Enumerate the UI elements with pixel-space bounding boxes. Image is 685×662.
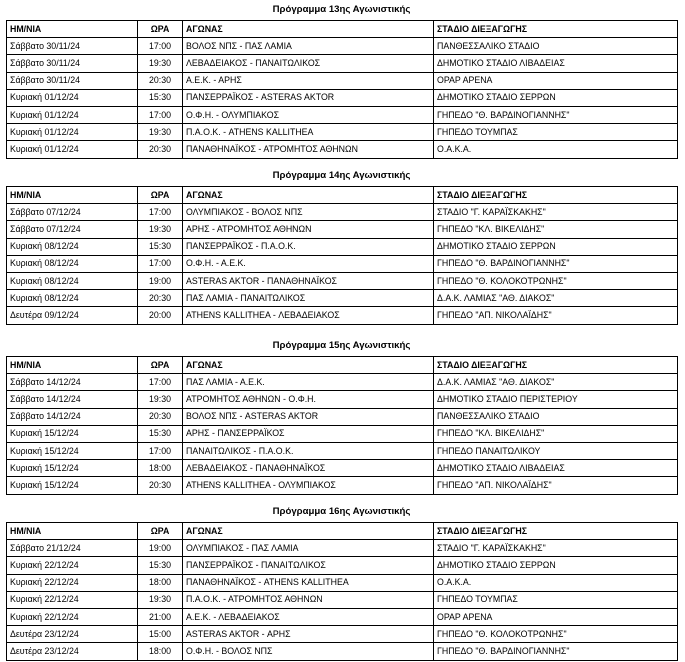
- header-row: [7, 523, 678, 540]
- time-cell: 18:00: [138, 643, 183, 660]
- header-row: [7, 357, 678, 374]
- round-title: Πρόγραμμα 14ης Αγωνιστικής: [272, 170, 411, 181]
- date-cell: Κυριακή 01/12/24: [7, 141, 138, 158]
- table-row: [7, 72, 678, 89]
- match-cell: ATHENS KALLITHEA - ΛΕΒΑΔΕΙΑΚΟΣ: [183, 307, 434, 324]
- date-cell: Κυριακή 15/12/24: [7, 425, 138, 442]
- table-row: [7, 574, 678, 591]
- time-cell: 17:00: [138, 38, 183, 55]
- match-cell: ΠΑΝΣΕΡΡΑΪΚΟΣ - Π.Α.Ο.Κ.: [183, 238, 434, 255]
- date-cell: Σάββατο 30/11/24: [7, 38, 138, 55]
- schedule-table: [6, 20, 678, 159]
- time-cell: 17:00: [138, 204, 183, 221]
- header-time: ΩΡΑ: [138, 21, 183, 38]
- match-cell: Ο.Φ.Η. - Α.Ε.Κ.: [183, 255, 434, 272]
- time-cell: 15:30: [138, 557, 183, 574]
- header-time: ΩΡΑ: [138, 187, 183, 204]
- round-section: [6, 3, 677, 159]
- match-cell: Ο.Φ.Η. - ΒΟΛΟΣ ΝΠΣ: [183, 643, 434, 660]
- match-cell: Π.Α.Ο.Κ. - ΑΤΡΟΜΗΤΟΣ ΑΘΗΝΩΝ: [183, 591, 434, 608]
- table-row: [7, 442, 678, 459]
- stadium-cell: ΠΑΝΘΕΣΣΑΛΙΚΟ ΣΤΑΔΙΟ: [434, 408, 678, 425]
- time-cell: 19:30: [138, 591, 183, 608]
- date-cell: Σάββατο 14/12/24: [7, 374, 138, 391]
- stadium-cell: ΓΗΠΕΔΟ ΤΟΥΜΠΑΣ: [434, 124, 678, 141]
- date-cell: Κυριακή 08/12/24: [7, 290, 138, 307]
- stadium-cell: Δ.Α.Κ. ΛΑΜΙΑΣ "ΑΘ. ΔΙΑΚΟΣ": [434, 290, 678, 307]
- match-cell: ASTERAS AKTOR - ΑΡΗΣ: [183, 626, 434, 643]
- table-row: [7, 477, 678, 494]
- date-cell: Σάββατο 30/11/24: [7, 55, 138, 72]
- table-row: [7, 38, 678, 55]
- table-row: [7, 307, 678, 324]
- date-cell: Κυριακή 08/12/24: [7, 238, 138, 255]
- date-cell: Κυριακή 15/12/24: [7, 460, 138, 477]
- table-row: [7, 374, 678, 391]
- table-row: [7, 460, 678, 477]
- match-cell: ΠΑΣ ΛΑΜΙΑ - ΠΑΝΑΙΤΩΛΙΚΟΣ: [183, 290, 434, 307]
- match-cell: ATHENS KALLITHEA - ΟΛΥΜΠΙΑΚΟΣ: [183, 477, 434, 494]
- table-row: [7, 391, 678, 408]
- header-stadium: ΣΤΑΔΙΟ ΔΙΕΞΑΓΩΓΗΣ: [434, 187, 678, 204]
- schedule-table: [6, 186, 678, 325]
- match-cell: Ο.Φ.Η. - ΟΛΥΜΠΙΑΚΟΣ: [183, 106, 434, 123]
- match-cell: ΒΟΛΟΣ ΝΠΣ - ASTERAS AKTOR: [183, 408, 434, 425]
- time-cell: 15:30: [138, 425, 183, 442]
- time-cell: 19:30: [138, 124, 183, 141]
- header-stadium: ΣΤΑΔΙΟ ΔΙΕΞΑΓΩΓΗΣ: [434, 523, 678, 540]
- stadium-cell: ΣΤΑΔΙΟ "Γ. ΚΑΡΑΪΣΚΑΚΗΣ": [434, 204, 678, 221]
- round-title: Πρόγραμμα 16ης Αγωνιστικής: [272, 506, 411, 517]
- time-cell: 19:00: [138, 272, 183, 289]
- match-cell: ΠΑΝΑΘΗΝΑΪΚΟΣ - ΑΤΡΟΜΗΤΟΣ ΑΘΗΝΩΝ: [183, 141, 434, 158]
- stadium-cell: ΓΗΠΕΔΟ "Θ. ΒΑΡΔΙΝΟΓΙΑΝΝΗΣ": [434, 643, 678, 660]
- time-cell: 15:00: [138, 626, 183, 643]
- match-cell: ΑΤΡΟΜΗΤΟΣ ΑΘΗΝΩΝ - Ο.Φ.Η.: [183, 391, 434, 408]
- stadium-cell: ΓΗΠΕΔΟ "ΚΛ. ΒΙΚΕΛΙΔΗΣ": [434, 221, 678, 238]
- table-row: [7, 608, 678, 625]
- table-row: [7, 626, 678, 643]
- header-match: ΑΓΩΝΑΣ: [183, 523, 434, 540]
- time-cell: 19:30: [138, 391, 183, 408]
- round-section: [6, 169, 677, 325]
- time-cell: 19:30: [138, 55, 183, 72]
- header-date: ΗΜ/ΝΙΑ: [7, 523, 138, 540]
- match-cell: ΒΟΛΟΣ ΝΠΣ - ΠΑΣ ΛΑΜΙΑ: [183, 38, 434, 55]
- match-cell: ΟΛΥΜΠΙΑΚΟΣ - ΠΑΣ ΛΑΜΙΑ: [183, 540, 434, 557]
- stadium-cell: ΓΗΠΕΔΟ "Θ. ΚΟΛΟΚΟΤΡΩΝΗΣ": [434, 272, 678, 289]
- time-cell: 15:30: [138, 89, 183, 106]
- time-cell: 20:30: [138, 408, 183, 425]
- header-date: ΗΜ/ΝΙΑ: [7, 21, 138, 38]
- stadium-cell: ΓΗΠΕΔΟ "Θ. ΒΑΡΔΙΝΟΓΙΑΝΝΗΣ": [434, 255, 678, 272]
- date-cell: Κυριακή 22/12/24: [7, 574, 138, 591]
- table-row: [7, 141, 678, 158]
- match-cell: ΠΑΝΑΘΗΝΑΪΚΟΣ - ATHENS KALLITHEA: [183, 574, 434, 591]
- date-cell: Κυριακή 08/12/24: [7, 272, 138, 289]
- time-cell: 19:30: [138, 221, 183, 238]
- time-cell: 18:00: [138, 574, 183, 591]
- table-row: [7, 643, 678, 660]
- stadium-cell: ΔΗΜΟΤΙΚΟ ΣΤΑΔΙΟ ΛΙΒΑΔΕΙΑΣ: [434, 460, 678, 477]
- stadium-cell: ΔΗΜΟΤΙΚΟ ΣΤΑΔΙΟ ΣΕΡΡΩΝ: [434, 238, 678, 255]
- date-cell: Σάββατο 14/12/24: [7, 391, 138, 408]
- stadium-cell: ΔΗΜΟΤΙΚΟ ΣΤΑΔΙΟ ΛΙΒΑΔΕΙΑΣ: [434, 55, 678, 72]
- stadium-cell: ΓΗΠΕΔΟ "Θ. ΚΟΛΟΚΟΤΡΩΝΗΣ": [434, 626, 678, 643]
- match-cell: Α.Ε.Κ. - ΑΡΗΣ: [183, 72, 434, 89]
- match-cell: ΛΕΒΑΔΕΙΑΚΟΣ - ΠΑΝΑΙΤΩΛΙΚΟΣ: [183, 55, 434, 72]
- stadium-cell: ΣΤΑΔΙΟ "Γ. ΚΑΡΑΪΣΚΑΚΗΣ": [434, 540, 678, 557]
- table-row: [7, 204, 678, 221]
- time-cell: 21:00: [138, 608, 183, 625]
- match-cell: ΛΕΒΑΔΕΙΑΚΟΣ - ΠΑΝΑΘΗΝΑΪΚΟΣ: [183, 460, 434, 477]
- schedule-table: [6, 522, 678, 661]
- table-row: [7, 124, 678, 141]
- date-cell: Δευτέρα 23/12/24: [7, 626, 138, 643]
- stadium-cell: ΓΗΠΕΔΟ "ΑΠ. ΝΙΚΟΛΑΪΔΗΣ": [434, 307, 678, 324]
- date-cell: Κυριακή 01/12/24: [7, 124, 138, 141]
- table-row: [7, 591, 678, 608]
- round-title: Πρόγραμμα 13ης Αγωνιστικής: [272, 4, 411, 15]
- match-cell: ASTERAS AKTOR - ΠΑΝΑΘΗΝΑΪΚΟΣ: [183, 272, 434, 289]
- match-cell: Π.Α.Ο.Κ. - ATHENS KALLITHEA: [183, 124, 434, 141]
- table-row: [7, 540, 678, 557]
- stadium-cell: ΔΗΜΟΤΙΚΟ ΣΤΑΔΙΟ ΣΕΡΡΩΝ: [434, 557, 678, 574]
- time-cell: 20:00: [138, 307, 183, 324]
- date-cell: Κυριακή 01/12/24: [7, 89, 138, 106]
- match-cell: ΠΑΣ ΛΑΜΙΑ - Α.Ε.Κ.: [183, 374, 434, 391]
- header-row: [7, 187, 678, 204]
- stadium-cell: ΓΗΠΕΔΟ "ΚΛ. ΒΙΚΕΛΙΔΗΣ": [434, 425, 678, 442]
- table-row: [7, 238, 678, 255]
- header-match: ΑΓΩΝΑΣ: [183, 357, 434, 374]
- time-cell: 20:30: [138, 290, 183, 307]
- match-cell: ΟΛΥΜΠΙΑΚΟΣ - ΒΟΛΟΣ ΝΠΣ: [183, 204, 434, 221]
- date-cell: Κυριακή 15/12/24: [7, 442, 138, 459]
- table-row: [7, 55, 678, 72]
- stadium-cell: ΟΡΑΡ ΑΡΕΝΑ: [434, 608, 678, 625]
- round-section: [6, 505, 677, 661]
- table-row: [7, 221, 678, 238]
- header-match: ΑΓΩΝΑΣ: [183, 187, 434, 204]
- header-match: ΑΓΩΝΑΣ: [183, 21, 434, 38]
- date-cell: Δευτέρα 23/12/24: [7, 643, 138, 660]
- table-row: [7, 408, 678, 425]
- match-cell: ΑΡΗΣ - ΠΑΝΣΕΡΡΑΪΚΟΣ: [183, 425, 434, 442]
- stadium-cell: ΔΗΜΟΤΙΚΟ ΣΤΑΔΙΟ ΣΕΡΡΩΝ: [434, 89, 678, 106]
- schedule-table: [6, 356, 678, 495]
- stadium-cell: ΟΡΑΡ ΑΡΕΝΑ: [434, 72, 678, 89]
- match-cell: ΑΡΗΣ - ΑΤΡΟΜΗΤΟΣ ΑΘΗΝΩΝ: [183, 221, 434, 238]
- table-row: [7, 255, 678, 272]
- match-cell: ΠΑΝΣΕΡΡΑΪΚΟΣ - ASTERAS AKTOR: [183, 89, 434, 106]
- date-cell: Σάββατο 07/12/24: [7, 221, 138, 238]
- time-cell: 17:00: [138, 255, 183, 272]
- date-cell: Κυριακή 01/12/24: [7, 106, 138, 123]
- table-row: [7, 106, 678, 123]
- time-cell: 17:00: [138, 442, 183, 459]
- match-cell: Α.Ε.Κ. - ΛΕΒΑΔΕΙΑΚΟΣ: [183, 608, 434, 625]
- date-cell: Κυριακή 15/12/24: [7, 477, 138, 494]
- stadium-cell: ΓΗΠΕΔΟ "ΑΠ. ΝΙΚΟΛΑΪΔΗΣ": [434, 477, 678, 494]
- date-cell: Σάββατο 14/12/24: [7, 408, 138, 425]
- time-cell: 20:30: [138, 141, 183, 158]
- header-time: ΩΡΑ: [138, 523, 183, 540]
- table-row: [7, 557, 678, 574]
- stadium-cell: Δ.Α.Κ. ΛΑΜΙΑΣ "ΑΘ. ΔΙΑΚΟΣ": [434, 374, 678, 391]
- date-cell: Σάββατο 07/12/24: [7, 204, 138, 221]
- match-cell: ΠΑΝΑΙΤΩΛΙΚΟΣ - Π.Α.Ο.Κ.: [183, 442, 434, 459]
- header-date: ΗΜ/ΝΙΑ: [7, 187, 138, 204]
- header-date: ΗΜ/ΝΙΑ: [7, 357, 138, 374]
- stadium-cell: Ο.Α.Κ.Α.: [434, 141, 678, 158]
- date-cell: Κυριακή 08/12/24: [7, 255, 138, 272]
- date-cell: Σάββατο 30/11/24: [7, 72, 138, 89]
- table-row: [7, 89, 678, 106]
- stadium-cell: ΓΗΠΕΔΟ ΠΑΝΑΙΤΩΛΙΚΟΥ: [434, 442, 678, 459]
- date-cell: Κυριακή 22/12/24: [7, 591, 138, 608]
- date-cell: Κυριακή 22/12/24: [7, 557, 138, 574]
- header-stadium: ΣΤΑΔΙΟ ΔΙΕΞΑΓΩΓΗΣ: [434, 21, 678, 38]
- date-cell: Σάββατο 21/12/24: [7, 540, 138, 557]
- stadium-cell: ΔΗΜΟΤΙΚΟ ΣΤΑΔΙΟ ΠΕΡΙΣΤΕΡΙΟΥ: [434, 391, 678, 408]
- table-row: [7, 290, 678, 307]
- date-cell: Δευτέρα 09/12/24: [7, 307, 138, 324]
- match-cell: ΠΑΝΣΕΡΡΑΪΚΟΣ - ΠΑΝΑΙΤΩΛΙΚΟΣ: [183, 557, 434, 574]
- time-cell: 18:00: [138, 460, 183, 477]
- time-cell: 17:00: [138, 374, 183, 391]
- time-cell: 19:00: [138, 540, 183, 557]
- stadium-cell: Ο.Α.Κ.Α.: [434, 574, 678, 591]
- round-title: Πρόγραμμα 15ης Αγωνιστικής: [272, 340, 411, 351]
- table-row: [7, 272, 678, 289]
- stadium-cell: ΓΗΠΕΔΟ "Θ. ΒΑΡΔΙΝΟΓΙΑΝΝΗΣ": [434, 106, 678, 123]
- time-cell: 15:30: [138, 238, 183, 255]
- time-cell: 20:30: [138, 72, 183, 89]
- stadium-cell: ΓΗΠΕΔΟ ΤΟΥΜΠΑΣ: [434, 591, 678, 608]
- header-row: [7, 21, 678, 38]
- time-cell: 20:30: [138, 477, 183, 494]
- time-cell: 17:00: [138, 106, 183, 123]
- date-cell: Κυριακή 22/12/24: [7, 608, 138, 625]
- header-time: ΩΡΑ: [138, 357, 183, 374]
- header-stadium: ΣΤΑΔΙΟ ΔΙΕΞΑΓΩΓΗΣ: [434, 357, 678, 374]
- table-row: [7, 425, 678, 442]
- round-section: [6, 339, 677, 495]
- stadium-cell: ΠΑΝΘΕΣΣΑΛΙΚΟ ΣΤΑΔΙΟ: [434, 38, 678, 55]
